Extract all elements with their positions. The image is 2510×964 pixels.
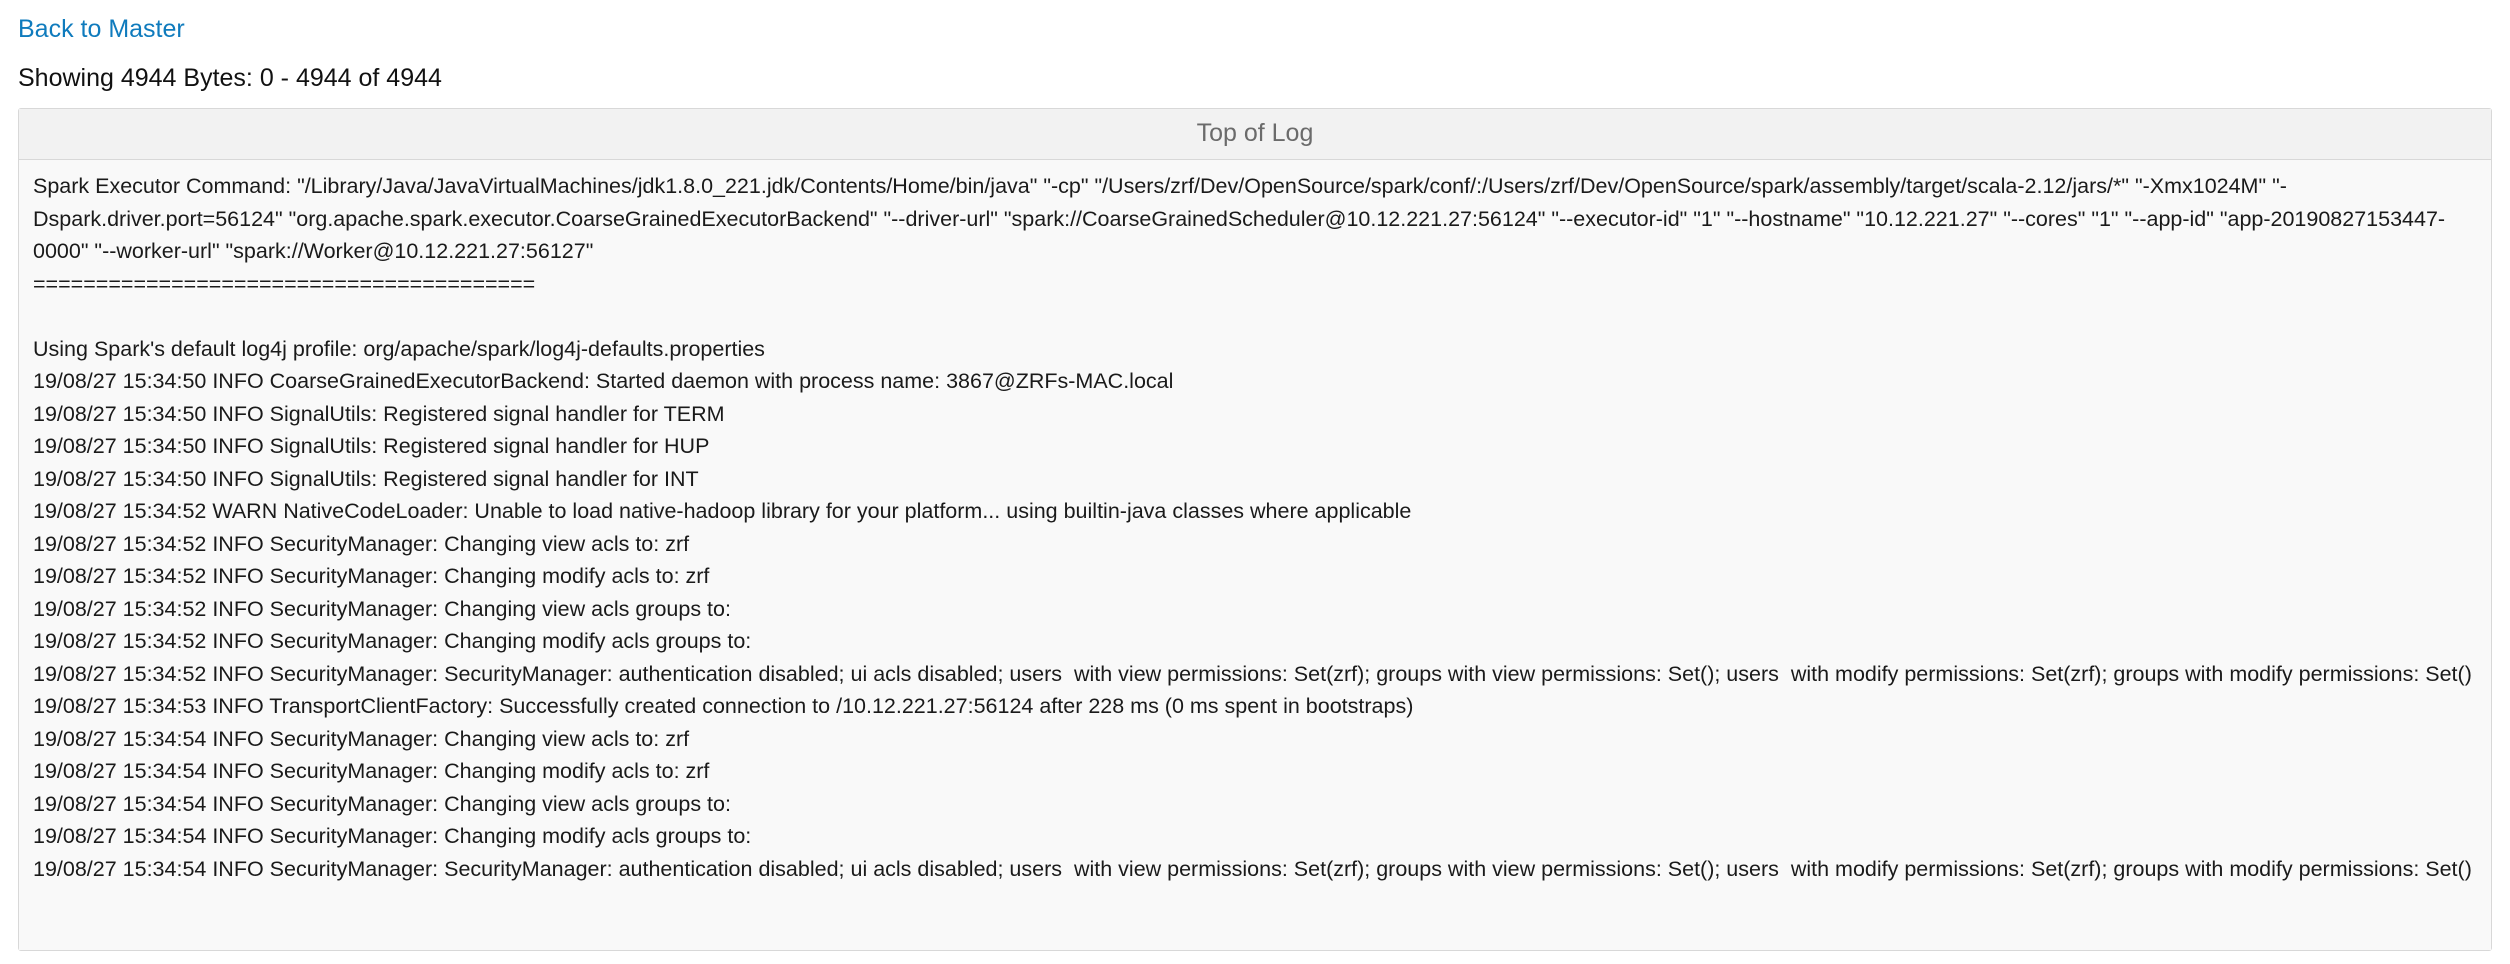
log-line: 19/08/27 15:34:52 INFO SecurityManager: Changing view acls groups to: — [33, 596, 731, 621]
log-line: 19/08/27 15:34:50 INFO CoarseGrainedExecutorBackend: Started daemon with process name: 3867@ZRFs-MAC.local — [33, 369, 1174, 393]
back-to-master-link[interactable]: Back to Master — [18, 15, 185, 43]
log-line: 19/08/27 15:34:54 INFO SecurityManager: Changing modify acls groups to: — [33, 824, 752, 848]
log-line: Spark Executor Command: "/Library/Java/JavaVirtualMachines/jdk1.8.0_221.jdk/Contents/Home/bin/java" "-cp" "/Users/zrf/Dev/OpenSource/spark/conf/:/Users/zrf/Dev/OpenSource/spark/assembly/target/scala-2.12/jars/*" "-Xmx1024M" "-Dspark.driver.port=56124" "org.apache.spark.executor.CoarseGrainedExecutorBackend" "--driver-url" "spark://CoarseGrainedScheduler@10.12.221.27:56124" "--executor-id" "1" "--hostname" "10.12.221.27" "--cores" "1" "--app-id" "app-20190827153447-0000" "--worker-url" "spark://Worker@10.12.221.27:56127" — [33, 174, 2446, 263]
log-line: ======================================== — [33, 271, 536, 296]
log-panel — [18, 108, 2492, 951]
log-line: 19/08/27 15:34:52 INFO SecurityManager: Changing modify acls groups to: — [33, 629, 752, 653]
log-line: 19/08/27 15:34:54 INFO SecurityManager: Changing view acls groups to: — [33, 791, 731, 816]
log-line: 19/08/27 15:34:54 INFO SecurityManager: Changing view acls to: zrf — [33, 726, 690, 751]
log-line: 19/08/27 15:34:52 INFO SecurityManager: SecurityManager: authentication disabled; ui acls disabled; users with view permissions: Set(zrf); groups with view permissions: Set(); users with modify permissions: Set(zrf); groups with modify permissions: Set() — [33, 661, 2472, 686]
log-line: 19/08/27 15:34:52 WARN NativeCodeLoader: Unable to load native-hadoop library for your platform... using builtin-java classes where applicable — [33, 499, 1412, 523]
showing-bytes-status: Showing 4944 Bytes: 0 - 4944 of 4944 — [18, 64, 442, 92]
log-panel-header: Top of Log — [19, 109, 2491, 160]
log-line: 19/08/27 15:34:54 INFO SecurityManager: Changing modify acls to: zrf — [33, 759, 710, 783]
log-line: 19/08/27 15:34:52 INFO SecurityManager: Changing modify acls to: zrf — [33, 564, 710, 588]
log-content[interactable] — [19, 160, 2491, 950]
log-line: 19/08/27 15:34:50 INFO SignalUtils: Registered signal handler for TERM — [33, 401, 725, 426]
log-line — [33, 300, 2477, 333]
log-line: Using Spark's default log4j profile: org/apache/spark/log4j-defaults.properties — [33, 336, 765, 361]
log-line: 19/08/27 15:34:50 INFO SignalUtils: Registered signal handler for HUP — [33, 434, 710, 458]
log-line: 19/08/27 15:34:50 INFO SignalUtils: Registered signal handler for INT — [33, 466, 699, 491]
log-line: 19/08/27 15:34:52 INFO SecurityManager: Changing view acls to: zrf — [33, 531, 690, 556]
log-line: 19/08/27 15:34:54 INFO SecurityManager: SecurityManager: authentication disabled; ui acls disabled; users with view permissions: Set(zrf); groups with view permissions: Set(); users with modify permissions: Set(zrf); groups with modify permissions: Set() — [33, 856, 2472, 881]
log-line: 19/08/27 15:34:53 INFO TransportClientFactory: Successfully created connection to /10.12.221.27:56124 after 228 ms (0 ms spent in bootstraps) — [33, 694, 1414, 718]
